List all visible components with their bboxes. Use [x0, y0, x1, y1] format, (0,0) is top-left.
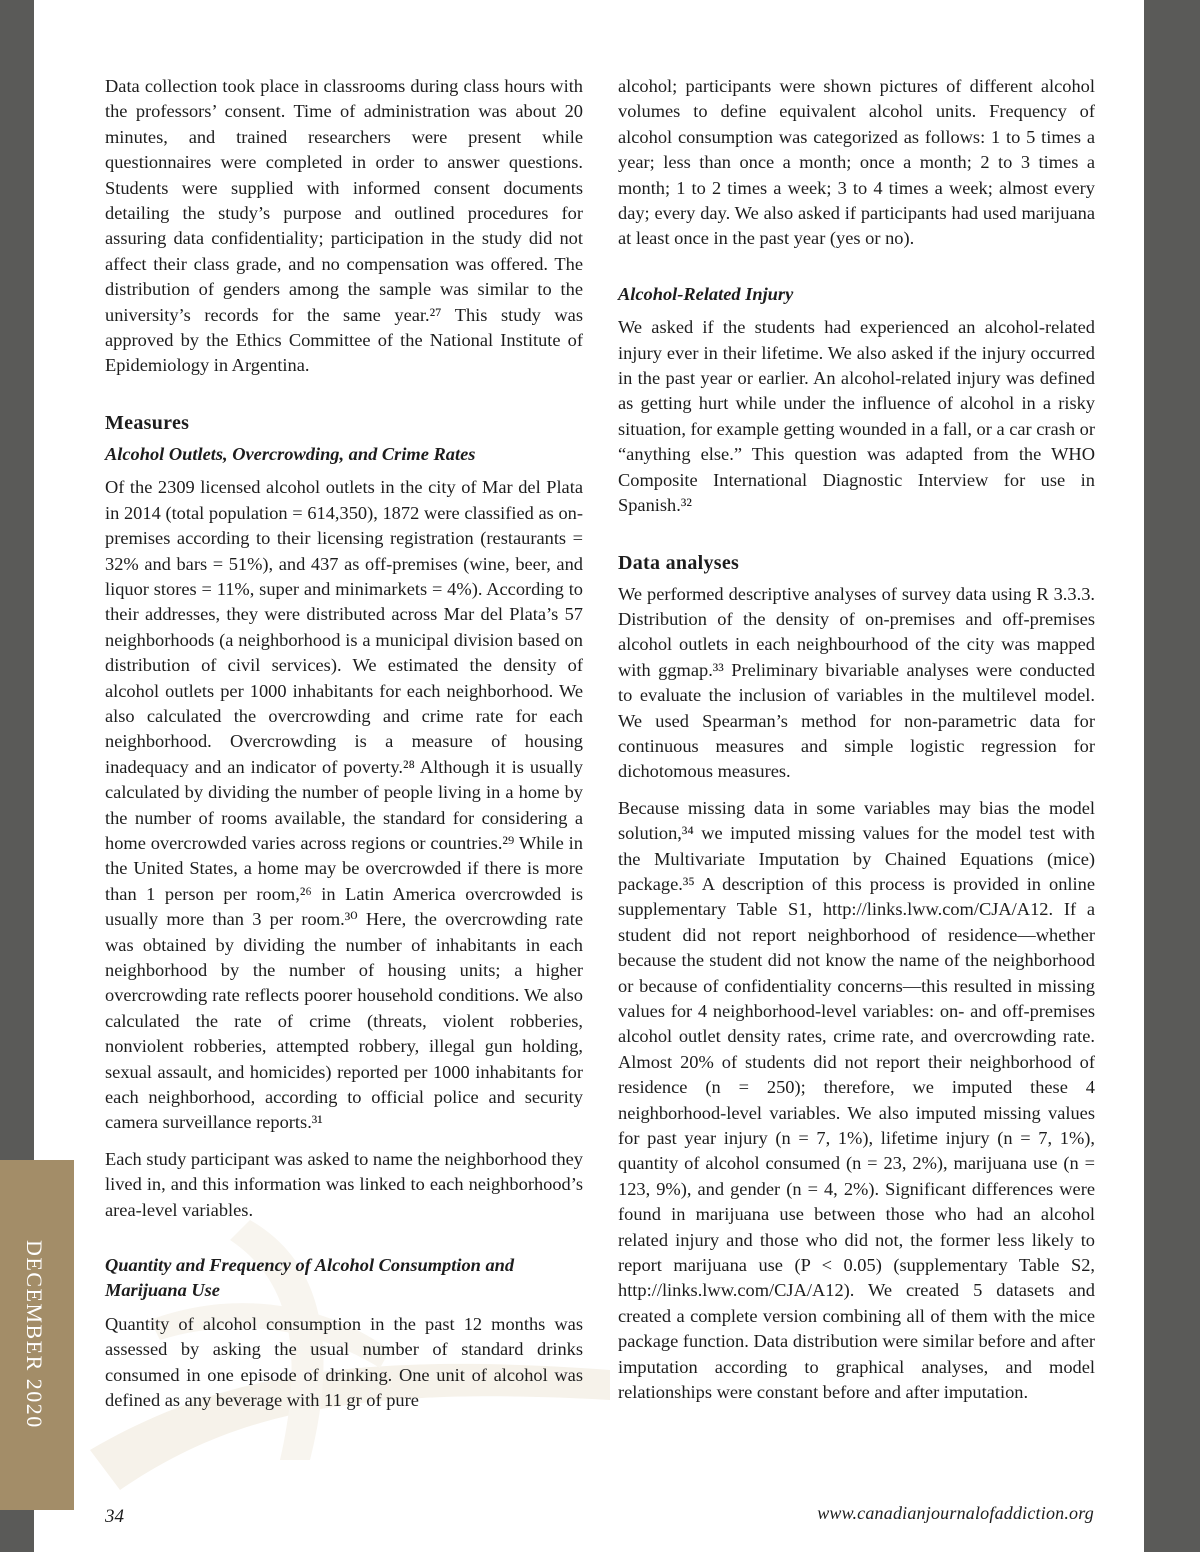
journal-url: www.canadianjournalofaddiction.org — [817, 1503, 1094, 1523]
heading-quantity-frequency: Quantity and Frequency of Alcohol Consumption and Marijuana Use — [105, 1255, 515, 1301]
paragraph-descriptive-analyses: We performed descriptive analyses of survey data using R 3.3.3. Distribution of the density of on-premises and off-premises alcohol outlets in each neighbourhood of the city was mapped with ggmap.³³ Preliminary bivariable analyses were conducted to evaluate the inclusion of variables in the multilevel model. We used Spearman’s method for non-parametric data for continuous measures and simple logistic regression for dichotomous measures. — [618, 583, 1095, 782]
page-number: 34 — [105, 1506, 124, 1527]
issue-label: DECEMBER 2020 — [22, 1240, 47, 1429]
heading-data-analyses: Data analyses — [618, 551, 740, 574]
paragraph-missing-data: Because missing data in some variables may bias the model solution,³⁴ we imputed missing values for the model test with the Multivariate Imputation by Chained Equations (mice) package.³⁵ A description of this process is provided in online supplementary Table S1, http://links.lww.com/CJA/A12. If a student did not report neighborhood of residence—whether because the student did not know the name of the neighborhood or because of confidentiality concerns—this resulted in missing values for 4 neighborhood-level variables: on- and off-premises alcohol outlet density rates, crime rate, and overcrowding rate. Almost 20% of students did not report their neighborhood of residence (n = 250); therefore, we imputed these 4 neighborhood-level variables. We also imputed missing values for past year injury (n = 7, 1%), lifetime injury (n = 7, 1%), quantity of alcohol consumed (n = 23, 2%), marijuana use (n = 123, 9%), and gender (n = 4, 2%). Significant differences were found in marijuana use between those who had an alcohol related injury and those who did not, the former less likely to report marijuana use (P < 0.05) (supplementary Table S2, http://links.lww.com/CJA/A12). We created 5 datasets and created a complete version combining all of them with the mice package function. Data distribution were similar before and after imputation according to graphical analyses, and model relationships were constant before and after imputation. — [618, 797, 1095, 1403]
paragraph-quantity: Quantity of alcohol consumption in the past 12 months was assessed by asking the usual number of standard drinks consumed in one episode of drinking. One unit of alcohol was defined as any beverage with 11 gr of pure — [105, 1313, 583, 1411]
paragraph-neighborhood: Each study participant was asked to name the neighborhood they lived in, and this information was linked to each neighborhood’s area-level variables. — [105, 1148, 583, 1220]
heading-measures: Measures — [105, 411, 190, 434]
left-column — [105, 74, 583, 1414]
paragraph-alcohol-continued: alcohol; participants were shown pictures of different alcohol volumes to define equivalent alcohol units. Frequency of alcohol consumption was categorized as follows: 1 to 5 times a year; less than once a month; once a month; 2 to 3 times a month; 1 to 2 times a week; 3 to 4 times a week; almost every day; every day. We also asked if participants had used marijuana at least once in the past year (yes or no). — [618, 76, 1095, 249]
paragraph-data-collection: Data collection took place in classrooms during class hours with the professors’ consent. Time of administration was about 20 minutes, and trained researchers were present while questionnaires were completed in order to answer questions. Students were supplied with informed consent documents detailing the study’s purpose and outlined procedures for assuring data confidentiality; participation in the study did not affect their class grade, and no compensation was offered. The distribution of genders among the sample was similar to the university’s records for the same year.²⁷ This study was approved by the Ethics Committee of the National Institute of Epidemiology in Argentina. — [105, 76, 583, 376]
paragraph-alcohol-outlets: Of the 2309 licensed alcohol outlets in the city of Mar del Plata in 2014 (total population = 614,350), 1872 were classified as on-premises according to their licensing registration (restaurants = 32% and bars = 51%), and 437 as off-premises (wine, beer, and liquor stores = 11%, super and minimarkets = 4%). According to their addresses, they were distributed across Mar del Plata’s 57 neighborhoods (a neighborhood is a municipal division based on distribution of civil services). We estimated the density of alcohol outlets per 1000 inhabitants for each neighborhood. We also calculated the overcrowding and crime rate for each neighborhood. Overcrowding is a measure of housing inadequacy and an indicator of poverty.²⁸ Although it is usually calculated by dividing the number of people living in a home by the number of rooms available, the standard for considering a home overcrowded varies across regions or countries.²⁹ While in the United States, a home may be overcrowded if there is more than 1 person per room,²⁶ in Latin America overcrowded is usually more than 3 per room.³⁰ Here, the overcrowding rate was obtained by dividing the number of inhabitants in each neighborhood by the number of housing units; a higher overcrowding rate reflects poorer household conditions. We also calculated the rate of crime (threats, violent robberies, nonviolent robberies, attempted robbery, illegal gun holding, sexual assault, and homicides) reported per 1000 inhabitants for each neighborhood, according to official police and security camera surveillance reports.³¹ — [105, 477, 583, 1133]
heading-alcohol-outlets: Alcohol Outlets, Overcrowding, and Crime Rates — [105, 443, 476, 464]
right-column — [618, 74, 1095, 1406]
paragraph-injury: We asked if the students had experienced an alcohol-related injury ever in their lifetime. We also asked if the injury occurred in the past year or earlier. An alcohol-related injury was defined as getting hurt while under the influence of alcohol in a risky situation, for example getting wounded in a fall, or a car crash or “anything else.” This question was adapted from the WHO Composite International Diagnostic Interview for use in Spanish.³² — [618, 317, 1095, 516]
right-margin-bar — [1144, 0, 1200, 1552]
heading-alcohol-related-injury: Alcohol-Related Injury — [618, 283, 794, 304]
